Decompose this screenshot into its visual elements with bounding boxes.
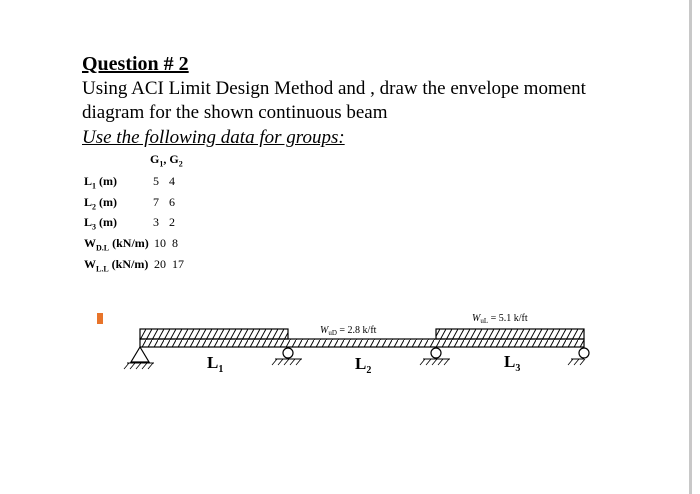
pin-support-a — [124, 347, 154, 369]
orange-marker — [97, 313, 103, 324]
row-label-wll: $W_{L.L}$ (kN/m) — [84, 257, 149, 274]
row-label-wdl: $W_{D.L}$ (kN/m) — [84, 236, 149, 253]
row-l3-g1: 3 — [153, 215, 159, 229]
live-load-label: $W_{uL} = 5.1$ k/ft — [472, 313, 528, 325]
roller-support-c — [420, 348, 450, 365]
row-label-l2: $L_2$ (m) — [84, 195, 118, 212]
live-load-span-3 — [436, 329, 584, 339]
question-title: Question # 2 — [82, 53, 189, 75]
row-wll-g2: 17 — [172, 257, 184, 271]
row-l2-g1: 7 — [153, 195, 159, 209]
data-subheading: Use the following data for groups: — [82, 127, 345, 148]
groups-header: $G_1$, $G_2$ — [150, 152, 183, 169]
row-label-l1: $L_1$ (m) — [84, 174, 118, 191]
span-label-2: $L_2$ — [355, 354, 372, 376]
roller-support-d — [568, 348, 589, 365]
span-label-1: $L_1$ — [207, 353, 224, 375]
question-text-line-2: diagram for the shown continuous beam — [82, 102, 388, 123]
live-load-span-1 — [140, 329, 288, 339]
row-wdl-g2: 8 — [172, 236, 178, 250]
question-text-line-1: Using ACI Limit Design Method and , draw the envelope moment — [82, 78, 586, 99]
row-l3-g2: 2 — [169, 215, 175, 229]
beam-with-dead-load — [140, 339, 584, 347]
page-edge-rule — [689, 0, 692, 494]
row-wdl-g1: 10 — [154, 236, 166, 250]
continuous-beam-diagram — [110, 296, 590, 396]
row-l1-g2: 4 — [169, 174, 175, 188]
dead-load-label: $W_{uD} = 2.8$ k/ft — [320, 325, 377, 337]
row-label-l3: $L_3$ (m) — [84, 215, 118, 232]
roller-support-b — [272, 348, 302, 365]
row-l1-g1: 5 — [153, 174, 159, 188]
span-label-3: $L_3$ — [504, 352, 521, 374]
row-wll-g1: 20 — [154, 257, 166, 271]
row-l2-g2: 6 — [169, 195, 175, 209]
